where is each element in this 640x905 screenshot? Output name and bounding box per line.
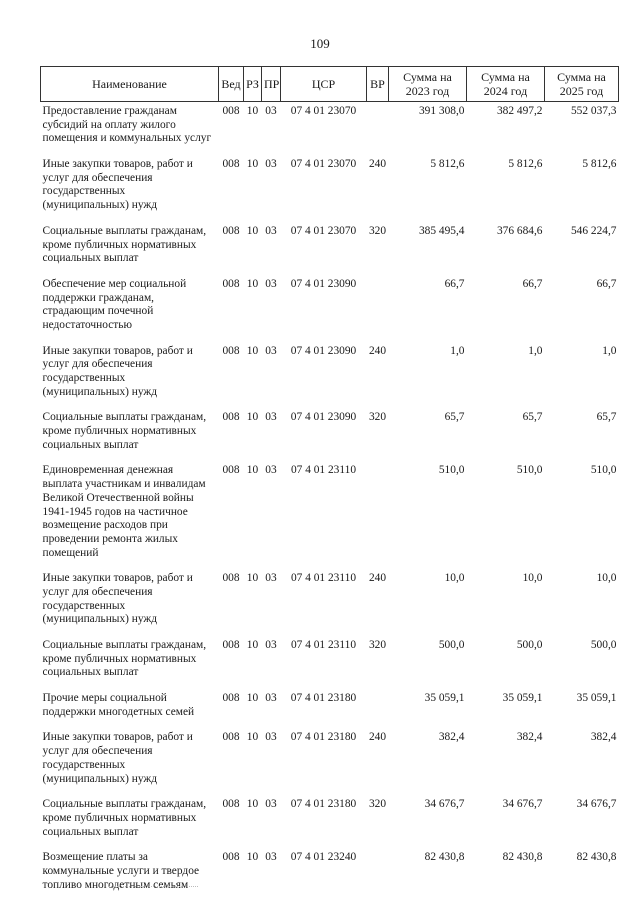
cell-sum-2025: 34 676,7 bbox=[576, 798, 617, 811]
cell-vr bbox=[367, 851, 389, 904]
cell-pr: 03 bbox=[265, 731, 277, 744]
cell-csr: 07 4 01 23070 bbox=[290, 224, 357, 237]
cell-vr bbox=[367, 278, 389, 345]
cell-sum-2023: 5 812,6 bbox=[430, 158, 465, 171]
cell-sum-2025: 546 224,7 bbox=[570, 224, 617, 237]
cell-rz: 10 bbox=[246, 344, 259, 357]
cell-vr: 240 bbox=[368, 344, 387, 357]
cell-csr: 07 4 01 23090 bbox=[290, 411, 357, 424]
cell-sum-2024: 34 676,7 bbox=[502, 798, 543, 811]
cell-sum-2025: 35 059,1 bbox=[576, 692, 617, 705]
cell-pr: 03 bbox=[265, 464, 277, 477]
cell-rz: 10 bbox=[246, 572, 259, 585]
cell-rz: 10 bbox=[246, 464, 259, 477]
budget-table bbox=[40, 66, 619, 904]
table-row bbox=[41, 464, 619, 572]
cell-sum-2024: 510,0 bbox=[516, 464, 543, 477]
cell-csr: 07 4 01 23090 bbox=[290, 344, 357, 357]
table-row bbox=[41, 851, 619, 904]
table-row bbox=[41, 731, 619, 798]
table-row bbox=[41, 411, 619, 464]
cell-sum-2024: 66,7 bbox=[522, 277, 543, 290]
cell-ved: 008 bbox=[222, 105, 240, 117]
header-name: Наименование bbox=[41, 67, 219, 102]
cell-pr: 03 bbox=[265, 572, 277, 585]
cell-sum-2024: 382 497,2 bbox=[496, 105, 543, 117]
cell-ved: 008 bbox=[222, 277, 240, 290]
cell-rz: 10 bbox=[246, 224, 259, 237]
cell-sum-2023: 500,0 bbox=[438, 639, 465, 651]
cell-rz: 10 bbox=[246, 798, 259, 811]
cell-vr: 320 bbox=[368, 224, 387, 237]
cell-name: Прочие меры социальной поддержки многодетных семей bbox=[42, 692, 195, 718]
page-number: 109 bbox=[310, 36, 330, 51]
cell-name: Возмещение платы за коммунальные услуги и твердое топливо многодетным семьям bbox=[42, 851, 200, 891]
cell-pr: 03 bbox=[265, 411, 277, 424]
cell-sum-2024: 382,4 bbox=[516, 731, 543, 744]
cell-sum-2025: 82 430,8 bbox=[576, 851, 617, 864]
cell-pr: 03 bbox=[265, 851, 277, 864]
cell-csr: 07 4 01 23070 bbox=[290, 105, 357, 117]
cell-sum-2024: 10,0 bbox=[522, 572, 543, 585]
cell-rz: 10 bbox=[246, 731, 259, 744]
cell-sum-2023: 1,0 bbox=[450, 344, 465, 357]
cell-sum-2023: 65,7 bbox=[444, 411, 465, 424]
table-row bbox=[41, 102, 619, 159]
cell-name: Социальные выплаты гражданам, кроме публичных нормативных социальных выплат bbox=[42, 798, 207, 838]
cell-vr bbox=[367, 464, 389, 572]
cell-pr: 03 bbox=[265, 344, 277, 357]
cell-sum-2025: 66,7 bbox=[596, 277, 617, 290]
cell-pr: 03 bbox=[265, 224, 277, 237]
cell-pr: 03 bbox=[265, 277, 277, 290]
table-row bbox=[41, 345, 619, 412]
cell-vr: 240 bbox=[368, 731, 387, 744]
cell-rz: 10 bbox=[246, 692, 259, 705]
header-ved: Вед bbox=[219, 67, 244, 102]
cell-sum-2023: 34 676,7 bbox=[424, 798, 465, 811]
cell-name: Социальные выплаты гражданам, кроме публичных нормативных социальных выплат bbox=[42, 411, 207, 451]
header-rz: РЗ bbox=[244, 67, 262, 102]
cell-name: Социальные выплаты гражданам, кроме публичных нормативных социальных выплат bbox=[42, 639, 207, 679]
cell-pr: 03 bbox=[265, 158, 277, 171]
cell-ved: 008 bbox=[222, 639, 240, 651]
cell-sum-2024: 376 684,6 bbox=[496, 224, 543, 237]
cell-pr: 03 bbox=[265, 692, 277, 705]
cell-csr: 07 4 01 23110 bbox=[290, 464, 357, 477]
cell-ved: 008 bbox=[222, 464, 240, 477]
cell-csr: 07 4 01 23090 bbox=[290, 277, 357, 290]
cell-rz: 10 bbox=[246, 277, 259, 290]
cell-sum-2024: 500,0 bbox=[516, 639, 543, 651]
cell-name: Предоставление гражданам субсидий на оплату жилого помещения и коммунальных услуг bbox=[42, 105, 212, 145]
cell-pr: 03 bbox=[265, 105, 277, 117]
cell-ved: 008 bbox=[222, 572, 240, 585]
cell-sum-2023: 10,0 bbox=[444, 572, 465, 585]
cell-vr: 240 bbox=[368, 572, 387, 585]
cell-ved: 008 bbox=[222, 798, 240, 811]
cell-vr: 320 bbox=[368, 798, 387, 811]
cell-name: Обеспечение мер социальной поддержки гражданам, страдающим почечной недостаточностью bbox=[42, 277, 187, 331]
header-vr: ВР bbox=[367, 67, 389, 102]
cell-ved: 008 bbox=[222, 158, 240, 171]
table-row bbox=[41, 572, 619, 639]
cell-rz: 10 bbox=[246, 105, 259, 117]
cell-csr: 07 4 01 23070 bbox=[290, 158, 357, 171]
cell-rz: 10 bbox=[246, 411, 259, 424]
cell-vr: 240 bbox=[368, 158, 387, 171]
cell-vr bbox=[367, 692, 389, 731]
table-row bbox=[41, 278, 619, 345]
cell-rz: 10 bbox=[246, 639, 259, 651]
table-body bbox=[41, 102, 619, 905]
cell-csr: 07 4 01 23110 bbox=[290, 639, 357, 651]
cell-vr: 320 bbox=[368, 639, 387, 651]
cell-csr: 07 4 01 23110 bbox=[290, 572, 357, 585]
cell-sum-2025: 1,0 bbox=[602, 344, 617, 357]
header-pr: ПР bbox=[262, 67, 281, 102]
cell-sum-2024: 5 812,6 bbox=[508, 158, 543, 171]
table-row bbox=[41, 225, 619, 278]
cell-pr: 03 bbox=[265, 798, 277, 811]
cell-sum-2025: 500,0 bbox=[590, 639, 617, 651]
cell-name: Единовременная денежная выплата участникам и инвалидам Великой Отечественной войны 1941-1945 годов на частичное возмещение расходов при проведении ремонта жилых помещений bbox=[42, 464, 206, 559]
cell-rz: 10 bbox=[246, 851, 259, 864]
cell-sum-2023: 66,7 bbox=[444, 277, 465, 290]
cell-ved: 008 bbox=[222, 692, 240, 705]
cell-sum-2023: 382,4 bbox=[438, 731, 465, 744]
table-row bbox=[41, 158, 619, 225]
cell-sum-2025: 382,4 bbox=[590, 731, 617, 744]
cell-name: Социальные выплаты гражданам, кроме публичных нормативных социальных выплат bbox=[42, 224, 207, 265]
cell-sum-2023: 510,0 bbox=[438, 464, 465, 477]
cell-sum-2023: 391 308,0 bbox=[418, 105, 465, 117]
cell-sum-2025: 10,0 bbox=[596, 572, 617, 585]
cell-csr: 07 4 01 23180 bbox=[290, 798, 357, 811]
cell-rz: 10 bbox=[246, 158, 259, 171]
cell-sum-2024: 1,0 bbox=[528, 344, 543, 357]
header-sum-2023: Сумма на 2023 год bbox=[389, 67, 467, 102]
cell-sum-2023: 82 430,8 bbox=[424, 851, 465, 864]
cell-name: Иные закупки товаров, работ и услуг для обеспечения государственных (муниципальных) нужд bbox=[42, 572, 193, 626]
table-row bbox=[41, 798, 619, 851]
header-sum-2024: Сумма на 2024 год bbox=[467, 67, 545, 102]
cell-name: Иные закупки товаров, работ и услуг для обеспечения государственных (муниципальных) нужд bbox=[42, 731, 193, 785]
cell-ved: 008 bbox=[222, 731, 240, 744]
cell-name: Иные закупки товаров, работ и услуг для обеспечения государственных (муниципальных) нужд bbox=[42, 344, 193, 398]
header-csr: ЦСР bbox=[281, 67, 367, 102]
cell-sum-2025: 552 037,3 bbox=[570, 105, 617, 117]
cell-vr bbox=[367, 102, 389, 159]
table-row bbox=[41, 639, 619, 692]
cell-sum-2024: 35 059,1 bbox=[502, 692, 543, 705]
cell-sum-2025: 5 812,6 bbox=[582, 158, 617, 171]
footer-dotted-line bbox=[108, 886, 198, 888]
cell-sum-2024: 82 430,8 bbox=[502, 851, 543, 864]
cell-ved: 008 bbox=[222, 344, 240, 357]
cell-sum-2023: 385 495,4 bbox=[418, 224, 465, 237]
cell-csr: 07 4 01 23180 bbox=[290, 731, 357, 744]
cell-ved: 008 bbox=[222, 224, 240, 237]
cell-ved: 008 bbox=[222, 851, 240, 864]
cell-csr: 07 4 01 23240 bbox=[290, 851, 357, 864]
cell-sum-2024: 65,7 bbox=[522, 411, 543, 424]
table-header bbox=[41, 67, 619, 102]
cell-sum-2025: 510,0 bbox=[590, 464, 617, 477]
cell-name: Иные закупки товаров, работ и услуг для обеспечения государственных (муниципальных) нужд bbox=[42, 158, 193, 212]
table-row bbox=[41, 692, 619, 731]
cell-sum-2025: 65,7 bbox=[596, 411, 617, 424]
cell-sum-2023: 35 059,1 bbox=[424, 692, 465, 705]
cell-ved: 008 bbox=[222, 411, 240, 424]
cell-vr: 320 bbox=[368, 411, 387, 424]
cell-pr: 03 bbox=[265, 639, 277, 651]
header-sum-2025: Сумма на 2025 год bbox=[545, 67, 619, 102]
cell-csr: 07 4 01 23180 bbox=[290, 692, 357, 705]
